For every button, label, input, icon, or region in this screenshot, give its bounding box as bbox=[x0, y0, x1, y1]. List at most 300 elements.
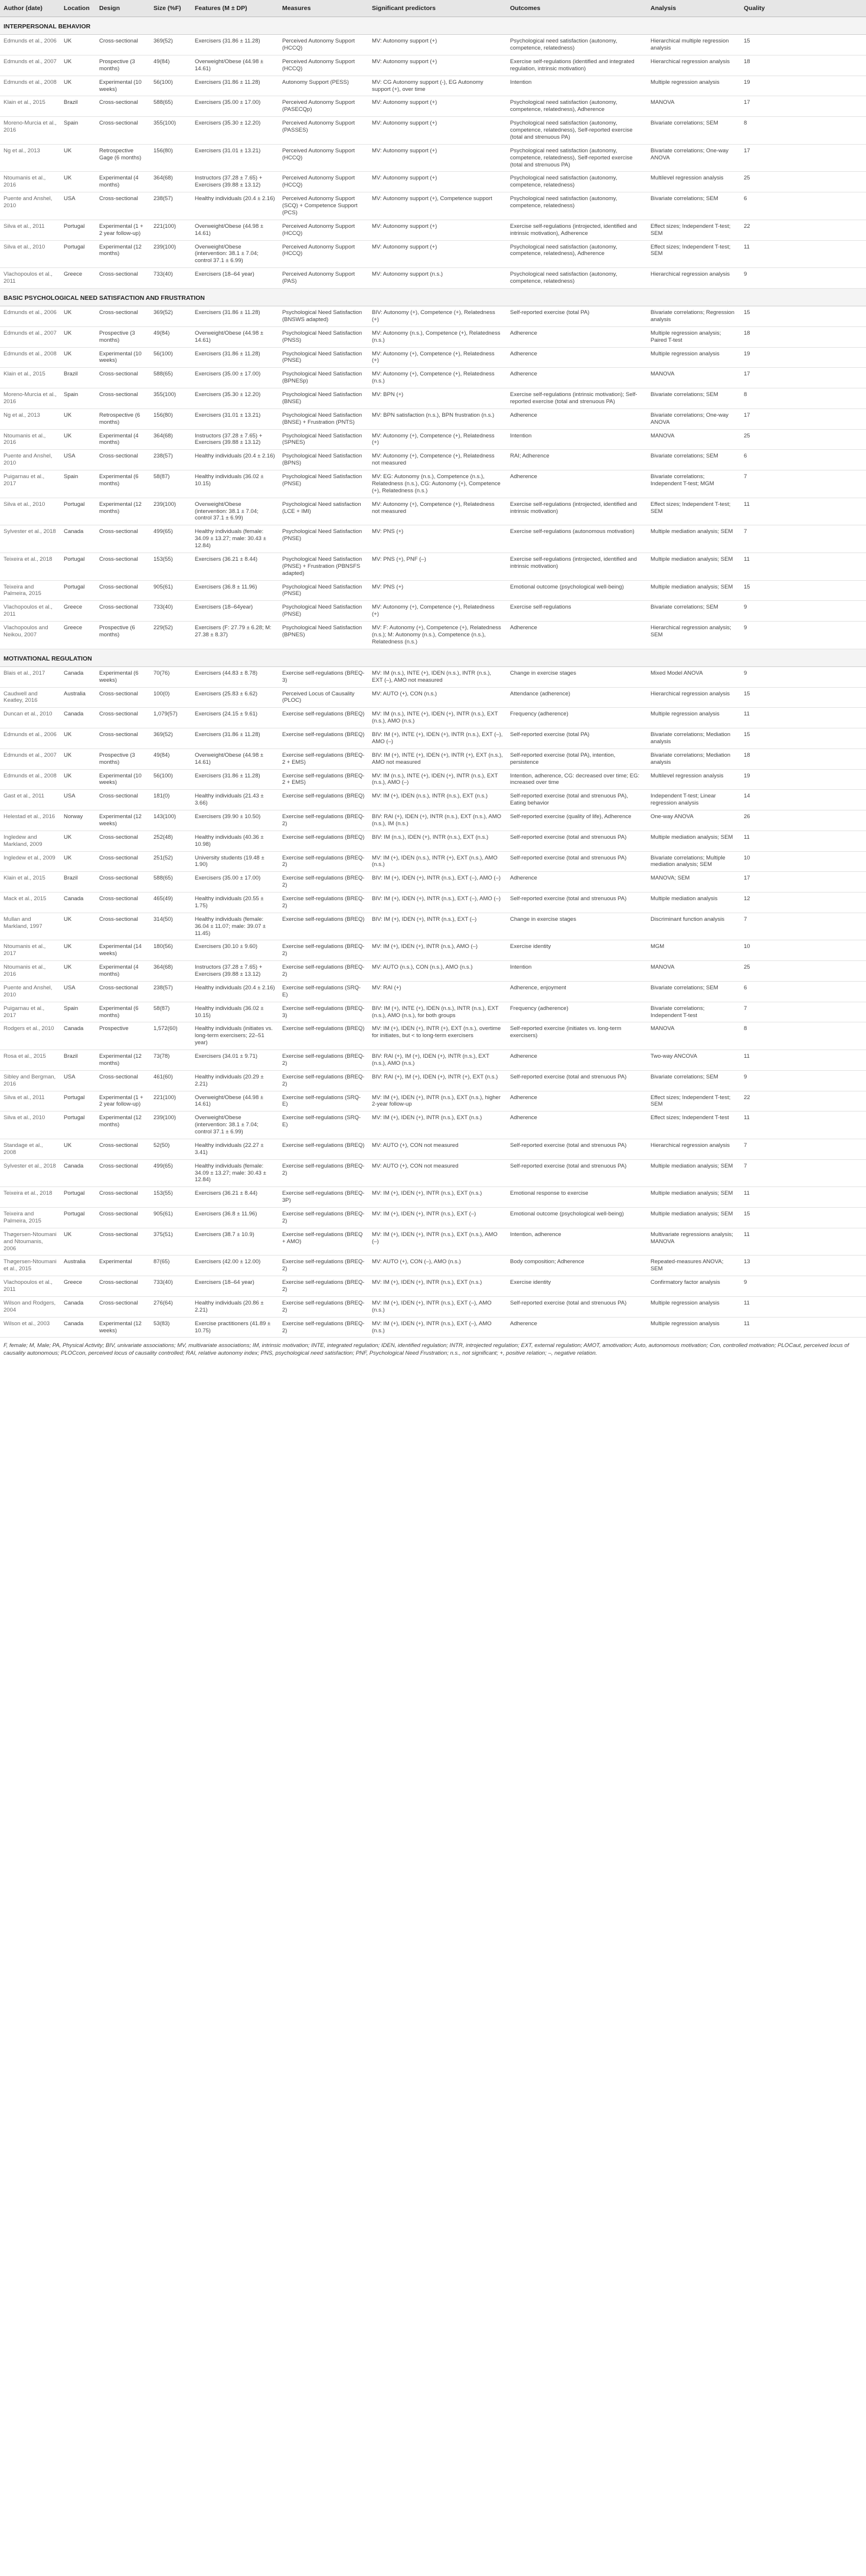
cell-quality: 8 bbox=[740, 1022, 866, 1050]
cell-outcomes: Adherence, enjoyment bbox=[506, 981, 647, 1002]
table-row bbox=[0, 1228, 866, 1256]
cell-author: Silva et al., 2011 bbox=[0, 220, 60, 240]
cell-location: UK bbox=[60, 326, 96, 347]
cell-design: Experimental (1 + 2 year follow-up) bbox=[96, 1091, 150, 1112]
cell-quality: 19 bbox=[740, 769, 866, 790]
cell-predictors: MV: IM (+), IDEN (n.s.), INTR (+), EXT (n.s.), AMO (n.s.) bbox=[368, 851, 506, 872]
cell-location: Canada bbox=[60, 1159, 96, 1187]
cell-author: Mack et al., 2015 bbox=[0, 893, 60, 913]
cell-size: 314(50) bbox=[150, 913, 191, 940]
cell-analysis: Hierarchical regression analysis bbox=[647, 268, 740, 289]
cell-location: UK bbox=[60, 55, 96, 76]
cell-outcomes: Adherence bbox=[506, 347, 647, 368]
cell-measures: Exercise self-regulations (BREQ) bbox=[279, 1022, 368, 1050]
cell-author: Puente and Anshel, 2010 bbox=[0, 981, 60, 1002]
cell-size: 53(83) bbox=[150, 1317, 191, 1338]
cell-location: Greece bbox=[60, 601, 96, 622]
cell-predictors: BIV: IM (+), INTE (+), IDEN (+), INTR (+), EXT (n.s.), AMO not measured bbox=[368, 748, 506, 769]
cell-design: Prospective bbox=[96, 1022, 150, 1050]
cell-outcomes: Self-reported exercise (total and strenuous PA) bbox=[506, 1296, 647, 1317]
cell-predictors: MV: PNS (+) bbox=[368, 525, 506, 553]
table-row bbox=[0, 1050, 866, 1071]
cell-size: 276(64) bbox=[150, 1296, 191, 1317]
cell-author: Edmunds et al., 2007 bbox=[0, 748, 60, 769]
cell-measures: Perceived Autonomy Support (PASSES) bbox=[279, 117, 368, 145]
cell-size: 369(52) bbox=[150, 35, 191, 55]
cell-measures: Exercise self-regulations (BREQ-2) bbox=[279, 893, 368, 913]
cell-author: Ingledew et al., 2009 bbox=[0, 851, 60, 872]
cell-features: Exercisers (36.21 ± 8.44) bbox=[191, 1187, 279, 1208]
cell-measures: Exercise self-regulations (BREQ-2) bbox=[279, 1276, 368, 1297]
cell-features: Exercise practitioners (41.89 ± 10.75) bbox=[191, 1317, 279, 1338]
cell-design: Cross-sectional bbox=[96, 1228, 150, 1256]
cell-measures: Exercise self-regulations (BREQ-2) bbox=[279, 1070, 368, 1091]
cell-location: UK bbox=[60, 940, 96, 961]
cell-outcomes: Exercise self-regulations bbox=[506, 601, 647, 622]
cell-location: Portugal bbox=[60, 498, 96, 525]
table-row bbox=[0, 913, 866, 940]
cell-measures: Psychological Need Satisfaction (BPNS) bbox=[279, 450, 368, 470]
cell-outcomes: Self-reported exercise (total and strenuous PA), Eating behavior bbox=[506, 790, 647, 810]
cell-size: 143(100) bbox=[150, 810, 191, 831]
cell-design: Cross-sectional bbox=[96, 553, 150, 580]
header-quality: Quality bbox=[740, 0, 866, 17]
cell-location: UK bbox=[60, 961, 96, 982]
cell-measures: Exercise self-regulations (BREQ-3) bbox=[279, 1002, 368, 1022]
cell-size: 252(48) bbox=[150, 831, 191, 851]
cell-design: Cross-sectional bbox=[96, 981, 150, 1002]
cell-outcomes: Adherence bbox=[506, 470, 647, 498]
cell-size: 153(55) bbox=[150, 1187, 191, 1208]
cell-features: Exercisers (31.86 ± 11.28) bbox=[191, 347, 279, 368]
cell-measures: Exercise self-regulations (BREQ-2) bbox=[279, 1317, 368, 1338]
cell-design: Cross-sectional bbox=[96, 450, 150, 470]
cell-analysis: MANOVA bbox=[647, 961, 740, 982]
table-row bbox=[0, 96, 866, 117]
cell-analysis: Two-way ANCOVA bbox=[647, 1050, 740, 1071]
cell-location: USA bbox=[60, 981, 96, 1002]
cell-measures: Exercise self-regulations (BREQ-3) bbox=[279, 666, 368, 687]
cell-design: Experimental (12 weeks) bbox=[96, 810, 150, 831]
cell-measures: Exercise self-regulations (BREQ-2) bbox=[279, 810, 368, 831]
table-row bbox=[0, 525, 866, 553]
cell-author: Klain et al., 2015 bbox=[0, 96, 60, 117]
cell-size: 229(52) bbox=[150, 622, 191, 649]
cell-measures: Exercise self-regulations (BREQ + AMO) bbox=[279, 1228, 368, 1256]
cell-features: Exercisers (18–64year) bbox=[191, 601, 279, 622]
cell-size: 355(100) bbox=[150, 117, 191, 145]
cell-measures: Perceived Autonomy Support (HCCQ) bbox=[279, 144, 368, 172]
cell-author: Puigarnau et al., 2017 bbox=[0, 470, 60, 498]
cell-analysis: Hierarchical regression analysis bbox=[647, 1139, 740, 1159]
cell-analysis: Bivariate correlations; One-way ANOVA bbox=[647, 144, 740, 172]
cell-location: USA bbox=[60, 192, 96, 220]
cell-author: Vlachopoulos et al., 2011 bbox=[0, 268, 60, 289]
cell-quality: 22 bbox=[740, 220, 866, 240]
cell-features: Healthy individuals (20.29 ± 2.21) bbox=[191, 1070, 279, 1091]
cell-quality: 11 bbox=[740, 831, 866, 851]
cell-size: 56(100) bbox=[150, 769, 191, 790]
cell-features: Overweight/Obese (44.98 ± 14.61) bbox=[191, 1091, 279, 1112]
cell-features: Healthy individuals (20.4 ± 2.16) bbox=[191, 981, 279, 1002]
cell-quality: 15 bbox=[740, 1208, 866, 1228]
cell-features: Healthy individuals (20.4 ± 2.16) bbox=[191, 192, 279, 220]
table-row bbox=[0, 240, 866, 268]
cell-design: Experimental bbox=[96, 1256, 150, 1276]
cell-measures: Exercise self-regulations (BREQ) bbox=[279, 913, 368, 940]
cell-analysis: Multiple mediation analysis; SEM bbox=[647, 831, 740, 851]
cell-location: UK bbox=[60, 769, 96, 790]
cell-features: Instructors (37.28 ± 7.65) + Exercisers (39.88 ± 13.12) bbox=[191, 172, 279, 192]
cell-outcomes: Adherence bbox=[506, 408, 647, 429]
cell-outcomes: Intention bbox=[506, 961, 647, 982]
cell-measures: Autonomy Support (PESS) bbox=[279, 76, 368, 96]
cell-analysis: Multiple regression analysis; Paired T-test bbox=[647, 326, 740, 347]
cell-features: Healthy individuals (20.86 ± 2.21) bbox=[191, 1296, 279, 1317]
cell-quality: 9 bbox=[740, 601, 866, 622]
cell-predictors: MV: IM (+), IDEN (+), INTR (n.s.), EXT (n.s.) bbox=[368, 1112, 506, 1139]
cell-features: Exercisers (25.83 ± 6.62) bbox=[191, 687, 279, 708]
cell-author: Thøgersen-Ntoumani et al., 2015 bbox=[0, 1256, 60, 1276]
cell-analysis: Bivariate correlations; SEM bbox=[647, 981, 740, 1002]
cell-measures: Perceived Autonomy Support (HCCQ) bbox=[279, 172, 368, 192]
cell-author: Teixeira et al., 2018 bbox=[0, 1187, 60, 1208]
table-row bbox=[0, 268, 866, 289]
cell-design: Cross-sectional bbox=[96, 601, 150, 622]
cell-quality: 17 bbox=[740, 96, 866, 117]
cell-measures: Psychological Need Satisfaction (PNSE) bbox=[279, 347, 368, 368]
header-row bbox=[0, 0, 866, 17]
cell-analysis: Hierarchical multiple regression analysis bbox=[647, 35, 740, 55]
table-row bbox=[0, 708, 866, 728]
cell-measures: Exercise self-regulations (BREQ-3P) bbox=[279, 1187, 368, 1208]
cell-features: Exercisers (35.00 ± 17.00) bbox=[191, 872, 279, 893]
cell-location: Spain bbox=[60, 117, 96, 145]
cell-features: Exercisers (18–64 year) bbox=[191, 1276, 279, 1297]
table-row bbox=[0, 388, 866, 409]
cell-measures: Exercise self-regulations (BREQ-2) bbox=[279, 1256, 368, 1276]
cell-outcomes: Self-reported exercise (initiates vs. long-term exercisers) bbox=[506, 1022, 647, 1050]
cell-outcomes: Psychological need satisfaction (autonomy, competence, relatedness), Adherence bbox=[506, 96, 647, 117]
table-row bbox=[0, 622, 866, 649]
cell-outcomes: Intention bbox=[506, 429, 647, 450]
cell-analysis: Multilevel regression analysis bbox=[647, 769, 740, 790]
cell-analysis: Bivariate correlations; Independent T-test bbox=[647, 1002, 740, 1022]
cell-features: Overweight/Obese (44.98 ± 14.61) bbox=[191, 748, 279, 769]
cell-location: Brazil bbox=[60, 96, 96, 117]
cell-analysis: One-way ANOVA bbox=[647, 810, 740, 831]
cell-outcomes: Intention, adherence bbox=[506, 1228, 647, 1256]
cell-design: Prospective (3 months) bbox=[96, 748, 150, 769]
cell-location: UK bbox=[60, 172, 96, 192]
cell-quality: 9 bbox=[740, 622, 866, 649]
cell-size: 221(100) bbox=[150, 220, 191, 240]
cell-analysis: Effect sizes; Independent T-test; SEM bbox=[647, 1091, 740, 1112]
cell-outcomes: Psychological need satisfaction (autonomy, competence, relatedness) bbox=[506, 35, 647, 55]
cell-location: Greece bbox=[60, 268, 96, 289]
cell-location: Brazil bbox=[60, 368, 96, 388]
cell-features: Overweight/Obese (intervention: 38.1 ± 7.04; control 37.1 ± 6.99) bbox=[191, 240, 279, 268]
cell-size: 238(57) bbox=[150, 981, 191, 1002]
cell-author: Teixeira et al., 2018 bbox=[0, 553, 60, 580]
cell-measures: Perceived Autonomy Support (PAS) bbox=[279, 268, 368, 289]
cell-outcomes: Emotional outcome (psychological well-being) bbox=[506, 580, 647, 601]
cell-size: 465(49) bbox=[150, 893, 191, 913]
table-row bbox=[0, 408, 866, 429]
cell-size: 87(65) bbox=[150, 1256, 191, 1276]
cell-design: Experimental (12 months) bbox=[96, 1112, 150, 1139]
cell-author: Duncan et al., 2010 bbox=[0, 708, 60, 728]
cell-location: UK bbox=[60, 728, 96, 749]
cell-quality: 25 bbox=[740, 172, 866, 192]
cell-author: Ntoumanis et al., 2016 bbox=[0, 429, 60, 450]
cell-author: Sylvester et al., 2018 bbox=[0, 525, 60, 553]
table-row bbox=[0, 326, 866, 347]
cell-predictors: MV: BPN satisfaction (n.s.), BPN frustration (n.s.) bbox=[368, 408, 506, 429]
table-row bbox=[0, 1296, 866, 1317]
cell-author: Standage et al., 2008 bbox=[0, 1139, 60, 1159]
cell-analysis: Discriminant function analysis bbox=[647, 913, 740, 940]
cell-quality: 19 bbox=[740, 76, 866, 96]
cell-quality: 7 bbox=[740, 1139, 866, 1159]
cell-predictors: MV: Autonomy (+), Competence (+), Relatedness (+) bbox=[368, 429, 506, 450]
cell-measures: Psychological Need Satisfaction (PNSS) bbox=[279, 326, 368, 347]
cell-size: 58(87) bbox=[150, 1002, 191, 1022]
cell-size: 49(84) bbox=[150, 55, 191, 76]
cell-author: Teixeira and Palmeira, 2015 bbox=[0, 1208, 60, 1228]
cell-size: 369(52) bbox=[150, 306, 191, 327]
cell-design: Prospective (3 months) bbox=[96, 326, 150, 347]
cell-features: Exercisers (38.7 ± 10.9) bbox=[191, 1228, 279, 1256]
table-row bbox=[0, 769, 866, 790]
cell-design: Experimental (10 weeks) bbox=[96, 769, 150, 790]
cell-author: Moreno-Murcia et al., 2016 bbox=[0, 388, 60, 409]
cell-location: USA bbox=[60, 1070, 96, 1091]
cell-design: Cross-sectional bbox=[96, 1070, 150, 1091]
cell-outcomes: Exercise self-regulations (autonomous motivation) bbox=[506, 525, 647, 553]
header-design: Design bbox=[96, 0, 150, 17]
cell-size: 58(87) bbox=[150, 470, 191, 498]
cell-predictors: MV: Autonomy (+), Competence (+), Relatedness (+) bbox=[368, 601, 506, 622]
cell-measures: Exercise self-regulations (BREQ-2) bbox=[279, 1050, 368, 1071]
cell-quality: 18 bbox=[740, 326, 866, 347]
cell-measures: Perceived Autonomy Support (HCCQ) bbox=[279, 55, 368, 76]
cell-features: Healthy individuals (22.27 ± 3.41) bbox=[191, 1139, 279, 1159]
section-title: INTERPERSONAL BEHAVIOR bbox=[0, 17, 866, 35]
cell-author: Ntoumanis et al., 2016 bbox=[0, 961, 60, 982]
cell-outcomes: Exercise identity bbox=[506, 1276, 647, 1297]
cell-analysis: Confirmatory factor analysis bbox=[647, 1276, 740, 1297]
cell-author: Edmunds et al., 2006 bbox=[0, 306, 60, 327]
cell-features: Overweight/Obese (intervention: 38.1 ± 7.04; control 37.1 ± 6.99) bbox=[191, 498, 279, 525]
cell-quality: 6 bbox=[740, 981, 866, 1002]
cell-features: Exercisers (24.15 ± 9.61) bbox=[191, 708, 279, 728]
cell-predictors: MV: Autonomy support (+), Competence support bbox=[368, 192, 506, 220]
cell-size: 355(100) bbox=[150, 388, 191, 409]
table-row bbox=[0, 1002, 866, 1022]
cell-location: Portugal bbox=[60, 553, 96, 580]
cell-quality: 12 bbox=[740, 893, 866, 913]
cell-features: Healthy individuals (36.02 ± 10.15) bbox=[191, 1002, 279, 1022]
cell-features: Healthy individuals (20.55 ± 1.75) bbox=[191, 893, 279, 913]
cell-size: 180(56) bbox=[150, 940, 191, 961]
table-row bbox=[0, 1317, 866, 1338]
cell-analysis: Bivariate correlations; SEM bbox=[647, 388, 740, 409]
cell-quality: 15 bbox=[740, 728, 866, 749]
table-row bbox=[0, 872, 866, 893]
cell-predictors: MV: Autonomy support (+) bbox=[368, 55, 506, 76]
table-row bbox=[0, 810, 866, 831]
cell-analysis: Multiple mediation analysis; SEM bbox=[647, 1159, 740, 1187]
cell-predictors: MV: IM (+), IDEN (+), INTR (n.s.), EXT (–), AMO (n.s.) bbox=[368, 1317, 506, 1338]
cell-outcomes: Psychological need satisfaction (autonomy, competence, relatedness) bbox=[506, 192, 647, 220]
cell-location: UK bbox=[60, 831, 96, 851]
cell-location: UK bbox=[60, 913, 96, 940]
cell-outcomes: Emotional response to exercise bbox=[506, 1187, 647, 1208]
cell-analysis: Multiple regression analysis bbox=[647, 1317, 740, 1338]
cell-analysis: MANOVA bbox=[647, 368, 740, 388]
cell-author: Edmunds et al., 2008 bbox=[0, 769, 60, 790]
cell-features: Exercisers (35.30 ± 12.20) bbox=[191, 388, 279, 409]
cell-location: UK bbox=[60, 851, 96, 872]
cell-size: 1,079(57) bbox=[150, 708, 191, 728]
cell-location: UK bbox=[60, 429, 96, 450]
cell-design: Retrospective Gage (6 months) bbox=[96, 144, 150, 172]
cell-size: 905(61) bbox=[150, 580, 191, 601]
cell-author: Moreno-Murcia et al., 2016 bbox=[0, 117, 60, 145]
cell-measures: Exercise self-regulations (BREQ) bbox=[279, 1139, 368, 1159]
cell-quality: 6 bbox=[740, 192, 866, 220]
cell-features: Exercisers (31.01 ± 13.21) bbox=[191, 144, 279, 172]
cell-quality: 11 bbox=[740, 1112, 866, 1139]
cell-features: Exercisers (31.86 ± 11.28) bbox=[191, 728, 279, 749]
cell-measures: Exercise self-regulations (BREQ-2) bbox=[279, 1159, 368, 1187]
cell-predictors: MV: IM (+), IDEN (+), INTR (n.s.), AMO (–) bbox=[368, 940, 506, 961]
cell-analysis: Bivariate correlations; SEM bbox=[647, 450, 740, 470]
cell-measures: Psychological Need Satisfaction (PNSE) bbox=[279, 601, 368, 622]
cell-features: Exercisers (35.30 ± 12.20) bbox=[191, 117, 279, 145]
cell-predictors: MV: Autonomy (+), Competence (+), Relatedness (+) bbox=[368, 347, 506, 368]
cell-size: 364(68) bbox=[150, 172, 191, 192]
cell-analysis: MANOVA bbox=[647, 429, 740, 450]
cell-quality: 7 bbox=[740, 470, 866, 498]
cell-author: Puigarnau et al., 2017 bbox=[0, 1002, 60, 1022]
cell-location: UK bbox=[60, 1228, 96, 1256]
cell-size: 733(40) bbox=[150, 1276, 191, 1297]
cell-location: UK bbox=[60, 76, 96, 96]
header-features: Features (M ± DP) bbox=[191, 0, 279, 17]
cell-measures: Exercise self-regulations (BREQ-2) bbox=[279, 1208, 368, 1228]
table-row bbox=[0, 1276, 866, 1297]
table-row bbox=[0, 470, 866, 498]
table-row bbox=[0, 429, 866, 450]
table-row bbox=[0, 553, 866, 580]
cell-size: 49(84) bbox=[150, 748, 191, 769]
table-row bbox=[0, 666, 866, 687]
cell-quality: 10 bbox=[740, 851, 866, 872]
cell-author: Sibley and Bergman, 2016 bbox=[0, 1070, 60, 1091]
cell-predictors: MV: BPN (+) bbox=[368, 388, 506, 409]
cell-analysis: Multiple regression analysis bbox=[647, 347, 740, 368]
cell-location: Canada bbox=[60, 1022, 96, 1050]
cell-analysis: Multiple regression analysis bbox=[647, 76, 740, 96]
cell-outcomes: Intention, adherence, CG: decreased over time; EG: increased over time bbox=[506, 769, 647, 790]
table-row bbox=[0, 1112, 866, 1139]
cell-quality: 11 bbox=[740, 498, 866, 525]
cell-location: USA bbox=[60, 790, 96, 810]
cell-location: Portugal bbox=[60, 580, 96, 601]
cell-design: Experimental (4 months) bbox=[96, 172, 150, 192]
cell-author: Puente and Anshel, 2010 bbox=[0, 192, 60, 220]
table-row bbox=[0, 580, 866, 601]
cell-predictors: MV: IM (+), IDEN (+), INTR (n.s.), EXT (n.s.), higher 2-year follow-up bbox=[368, 1091, 506, 1112]
cell-location: Portugal bbox=[60, 1187, 96, 1208]
cell-outcomes: Exercise self-regulations (introjected, identified and intrinsic motivation), Adherence bbox=[506, 220, 647, 240]
cell-author: Vlachopoulos and Neikou, 2007 bbox=[0, 622, 60, 649]
cell-size: 364(68) bbox=[150, 961, 191, 982]
cell-location: UK bbox=[60, 306, 96, 327]
cell-design: Experimental (12 months) bbox=[96, 1050, 150, 1071]
cell-predictors: MV: Autonomy support (+) bbox=[368, 220, 506, 240]
cell-design: Cross-sectional bbox=[96, 35, 150, 55]
cell-quality: 17 bbox=[740, 368, 866, 388]
section-header bbox=[0, 288, 866, 306]
cell-predictors: MV: Autonomy (+), Competence (+), Relatedness not measured bbox=[368, 498, 506, 525]
table-row bbox=[0, 1256, 866, 1276]
table-footnote: F, female; M, Male; PA, Physical Activity; BIV, univariate associations; MV, multivariate associations; IM, intrinsic motivation; INTE, integrated regulation; IDEN, identified regulation; INTR, introjected regulation; EXT, external regulation; AMOT, amotivation; Auto, autonomous motivation; Con, controlled motivation; PLOCaut, perceived locus of causality autonomous; PLOCcon, perceived locus of causality controlled; RAI, relative autonomy index; PNS, psychological need satisfaction; PNF, Psychological Need Frustration; n.s., not significant; +, positive relation; –, negative relation. bbox=[4, 1342, 849, 1357]
cell-features: Healthy individuals (20.4 ± 2.16) bbox=[191, 450, 279, 470]
cell-author: Thøgersen-Ntoumani and Ntoumanis, 2006 bbox=[0, 1228, 60, 1256]
cell-design: Cross-sectional bbox=[96, 831, 150, 851]
cell-outcomes: Self-reported exercise (total PA) bbox=[506, 728, 647, 749]
cell-location: Portugal bbox=[60, 1112, 96, 1139]
cell-location: Portugal bbox=[60, 220, 96, 240]
cell-predictors: MV: IM (+), IDEN (+), INTR (n.s.), EXT (–) bbox=[368, 1208, 506, 1228]
cell-predictors: MV: Autonomy support (+) bbox=[368, 172, 506, 192]
cell-predictors: MV: RAI (+) bbox=[368, 981, 506, 1002]
cell-quality: 10 bbox=[740, 940, 866, 961]
section-header bbox=[0, 649, 866, 666]
cell-design: Experimental (6 weeks) bbox=[96, 666, 150, 687]
table-body bbox=[0, 17, 866, 1338]
cell-measures: Exercise self-regulations (SRQ-E) bbox=[279, 1112, 368, 1139]
cell-features: Instructors (37.28 ± 7.65) + Exercisers (39.88 ± 13.12) bbox=[191, 429, 279, 450]
cell-features: Exercisers (F: 27.79 ± 6.28; M: 27.38 ± 8.37) bbox=[191, 622, 279, 649]
cell-size: 156(80) bbox=[150, 144, 191, 172]
cell-quality: 7 bbox=[740, 1159, 866, 1187]
cell-quality: 11 bbox=[740, 1228, 866, 1256]
cell-outcomes: Exercise identity bbox=[506, 940, 647, 961]
cell-author: Silva et al., 2010 bbox=[0, 240, 60, 268]
cell-author: Edmunds et al., 2006 bbox=[0, 35, 60, 55]
cell-quality: 11 bbox=[740, 708, 866, 728]
cell-analysis: Multiple regression analysis bbox=[647, 1296, 740, 1317]
cell-quality: 11 bbox=[740, 240, 866, 268]
cell-design: Experimental (10 weeks) bbox=[96, 76, 150, 96]
cell-location: Canada bbox=[60, 893, 96, 913]
cell-features: Exercisers (35.00 ± 17.00) bbox=[191, 96, 279, 117]
cell-design: Experimental (6 months) bbox=[96, 1002, 150, 1022]
cell-analysis: Multivariate regressions analysis; MANOVA bbox=[647, 1228, 740, 1256]
cell-predictors: BIV: IM (+), IDEN (+), INTR (n.s.), EXT (–) bbox=[368, 913, 506, 940]
cell-predictors: BIV: IM (+), IDEN (+), INTR (n.s.), EXT (–), AMO (–) bbox=[368, 893, 506, 913]
cell-outcomes: Body composition; Adherence bbox=[506, 1256, 647, 1276]
cell-analysis: Bivariate correlations; SEM bbox=[647, 1070, 740, 1091]
header-size: Size (%F) bbox=[150, 0, 191, 17]
cell-outcomes: Frequency (adherence) bbox=[506, 1002, 647, 1022]
cell-features: Healthy individuals (female: 34.09 ± 13.27; male: 30.43 ± 12.84) bbox=[191, 1159, 279, 1187]
cell-predictors: MV: Autonomy support (+) bbox=[368, 144, 506, 172]
